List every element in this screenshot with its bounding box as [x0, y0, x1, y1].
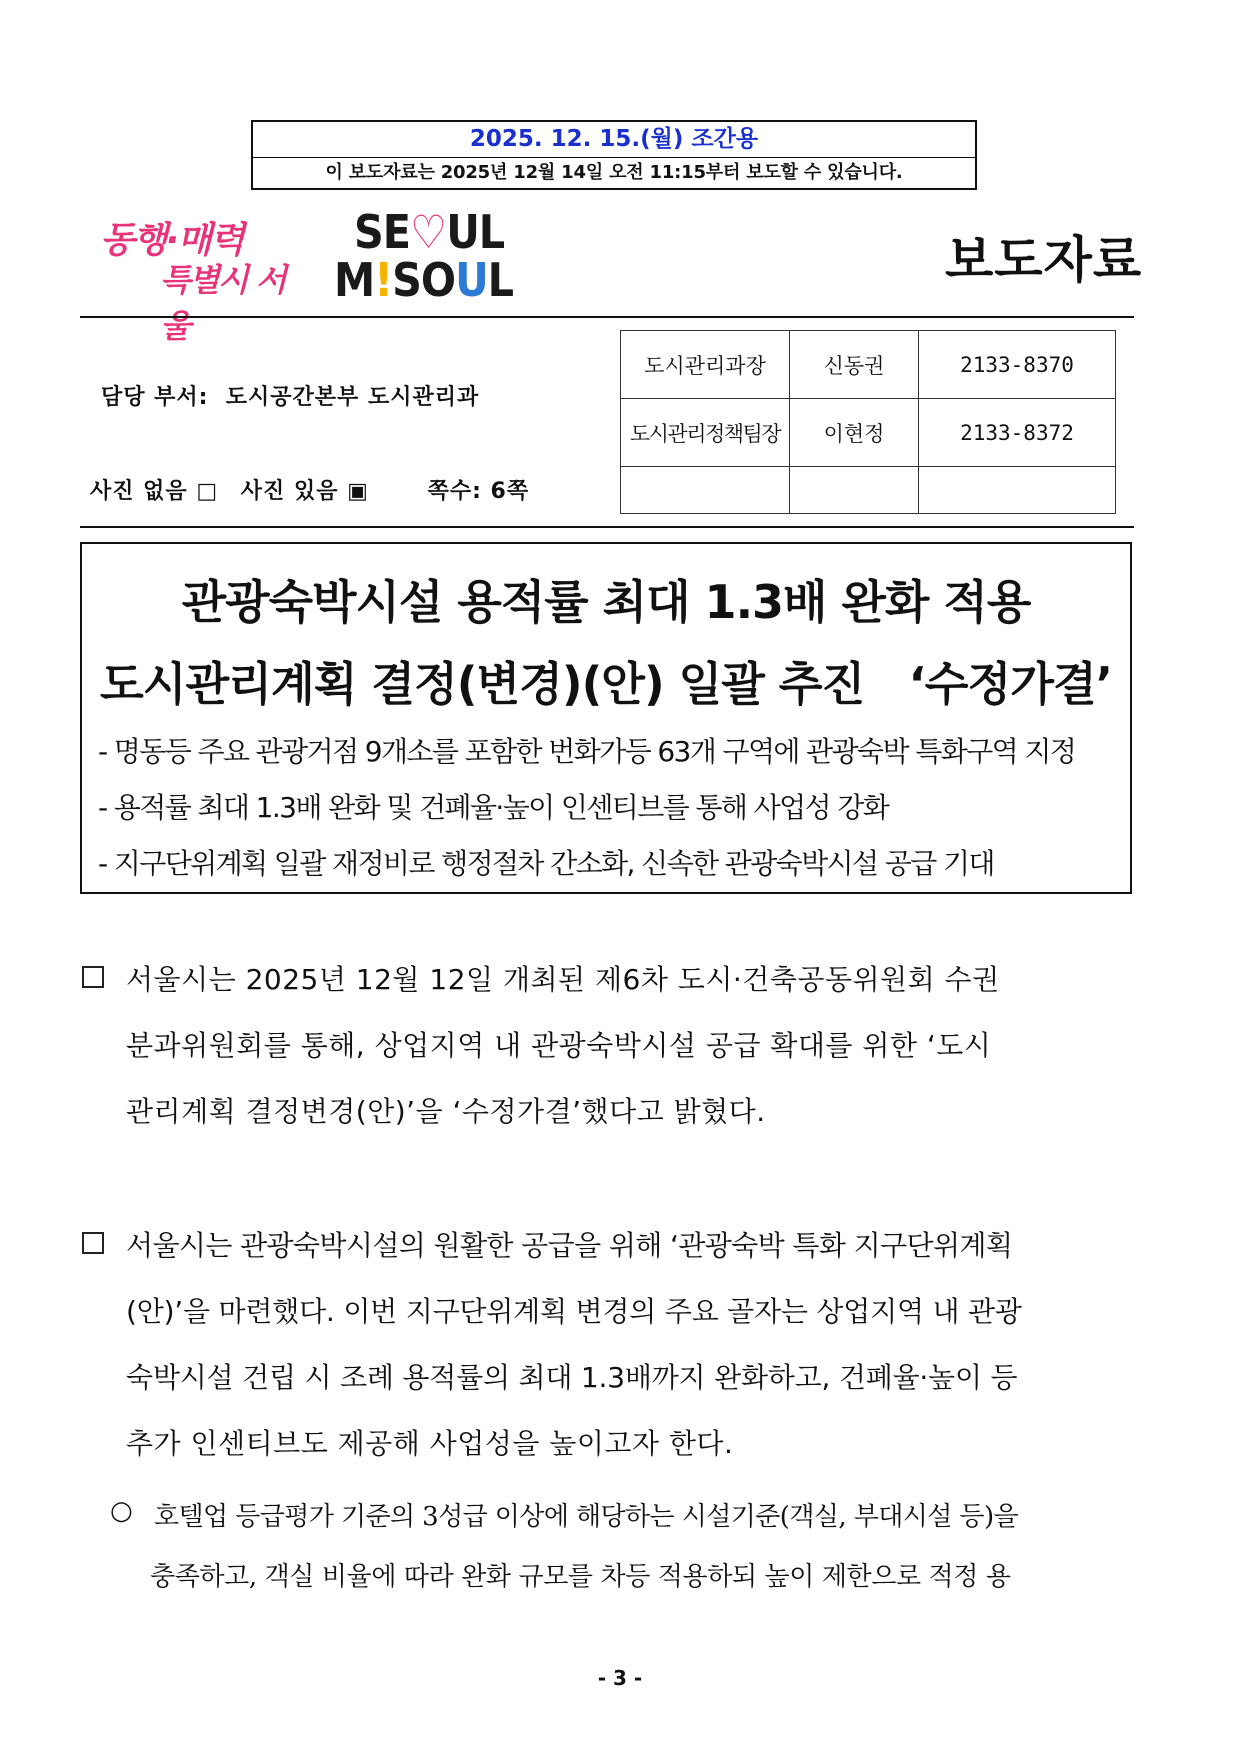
slogan-logo — [100, 210, 300, 345]
contact-title — [621, 467, 790, 514]
contact-title: 도시관리정책팀장 — [621, 399, 790, 467]
slogan-line2: 특별시 서울 — [160, 261, 285, 345]
checkbox-bullet-icon — [82, 1232, 104, 1254]
department-label: 담당 부서: 도시공간본부 도시관리과 — [101, 385, 480, 410]
embargo-notice: 이 보도자료는 2025년 12월 14일 오전 11:15부터 보도할 수 있습니다. — [325, 162, 903, 183]
paragraph-line: 숙박시설 건립 시 조례 용적률의 최대 1.3배까지 완화하고, 건폐율·높이 등 — [126, 1361, 1018, 1394]
circle-bullet-icon: ○ — [110, 1496, 134, 1526]
brand-u: U — [455, 253, 488, 307]
headline-box — [80, 542, 1132, 894]
exclamation-icon: ! — [374, 253, 393, 307]
contact-phone: 2133-8370 — [919, 331, 1116, 399]
paragraph-line: 호텔업 등급평가 기준의 3성급 이상에 해당하는 시설기준(객실, 부대시설 등)을 — [154, 1502, 1019, 1532]
info-divider — [80, 526, 1134, 528]
paragraph-line: 서울시는 2025년 12월 12일 개최된 제6차 도시·건축공동위원회 수권 — [126, 963, 1000, 996]
headline-title-2: 도시관리계획 결정(변경)(안) 일괄 추진 ‘수정가결’ — [100, 657, 1112, 711]
has-photo-label: 사진 있음 ▣ — [240, 479, 369, 504]
contact-title: 도시관리과장 — [621, 331, 790, 399]
paragraph-line: 관리계획 결정변경(안)’을 ‘수정가결’했다고 밝혔다. — [126, 1095, 766, 1128]
headline-title-1: 관광숙박시설 용적률 최대 1.3배 완화 적용 — [181, 575, 1031, 629]
contact-phone — [919, 467, 1116, 514]
headline-sub-3: - 지구단위계획 일괄 재정비로 행정절차 간소화, 신속한 관광숙박시설 공급 기대 — [98, 847, 994, 880]
embargo-date: 2025. 12. 15.(월) 조간용 — [253, 122, 975, 158]
page-count-label: 쪽수: 6쪽 — [427, 479, 530, 504]
checkbox-bullet-icon — [82, 966, 104, 988]
brand-so: SO — [392, 253, 456, 307]
headline-sub-2: - 용적률 최대 1.3배 완화 및 건폐율·높이 인센티브를 통해 사업성 강화 — [98, 791, 889, 824]
headline-sub-1: - 명동등 주요 관광거점 9개소를 포함한 번화가등 63개 구역에 관광숙박 특화구역 지정 — [98, 735, 1076, 768]
photo-info — [90, 474, 543, 505]
heart-icon: ♡ — [410, 205, 447, 259]
brand-line2 — [334, 253, 513, 307]
document-type-title: 보도자료 — [945, 231, 1143, 289]
brand-se: SE — [354, 205, 411, 259]
contact-name: 신동권 — [790, 331, 919, 399]
paragraph-line: 서울시는 관광숙박시설의 원활한 공급을 위해 ‘관광숙박 특화 지구단위계획 — [126, 1229, 1013, 1262]
contact-name: 이현정 — [790, 399, 919, 467]
paragraph-line: (안)’을 마련했다. 이번 지구단위계획 변경의 주요 골자는 상업지역 내 관광 — [126, 1295, 1022, 1328]
table-row — [621, 331, 1116, 399]
brand-l: L — [487, 253, 514, 307]
no-photo-label: 사진 없음 □ — [90, 479, 219, 504]
table-row — [621, 467, 1116, 514]
table-row — [621, 399, 1116, 467]
paragraph-line: 분과위원회를 통해, 상업지역 내 관광숙박시설 공급 확대를 위한 ‘도시 — [126, 1029, 992, 1062]
paragraph-line: 충족하고, 객실 비율에 따라 완화 규모를 차등 적용하되 높이 제한으로 적정 용 — [150, 1562, 1011, 1592]
contact-phone: 2133-8372 — [919, 399, 1116, 467]
brand-m: M — [334, 253, 375, 307]
embargo-box — [251, 120, 977, 190]
page-number: - 3 - — [597, 1666, 643, 1690]
seoul-my-soul-logo — [334, 205, 514, 307]
contacts-table — [620, 330, 1116, 514]
contact-name — [790, 467, 919, 514]
brand-line1 — [354, 205, 504, 259]
slogan-line1: 동행·매력 — [100, 220, 243, 261]
brand-ul: UL — [446, 205, 505, 259]
paragraph-line: 추가 인센티브도 제공해 사업성을 높이고자 한다. — [126, 1427, 734, 1460]
header-divider — [80, 316, 1134, 318]
